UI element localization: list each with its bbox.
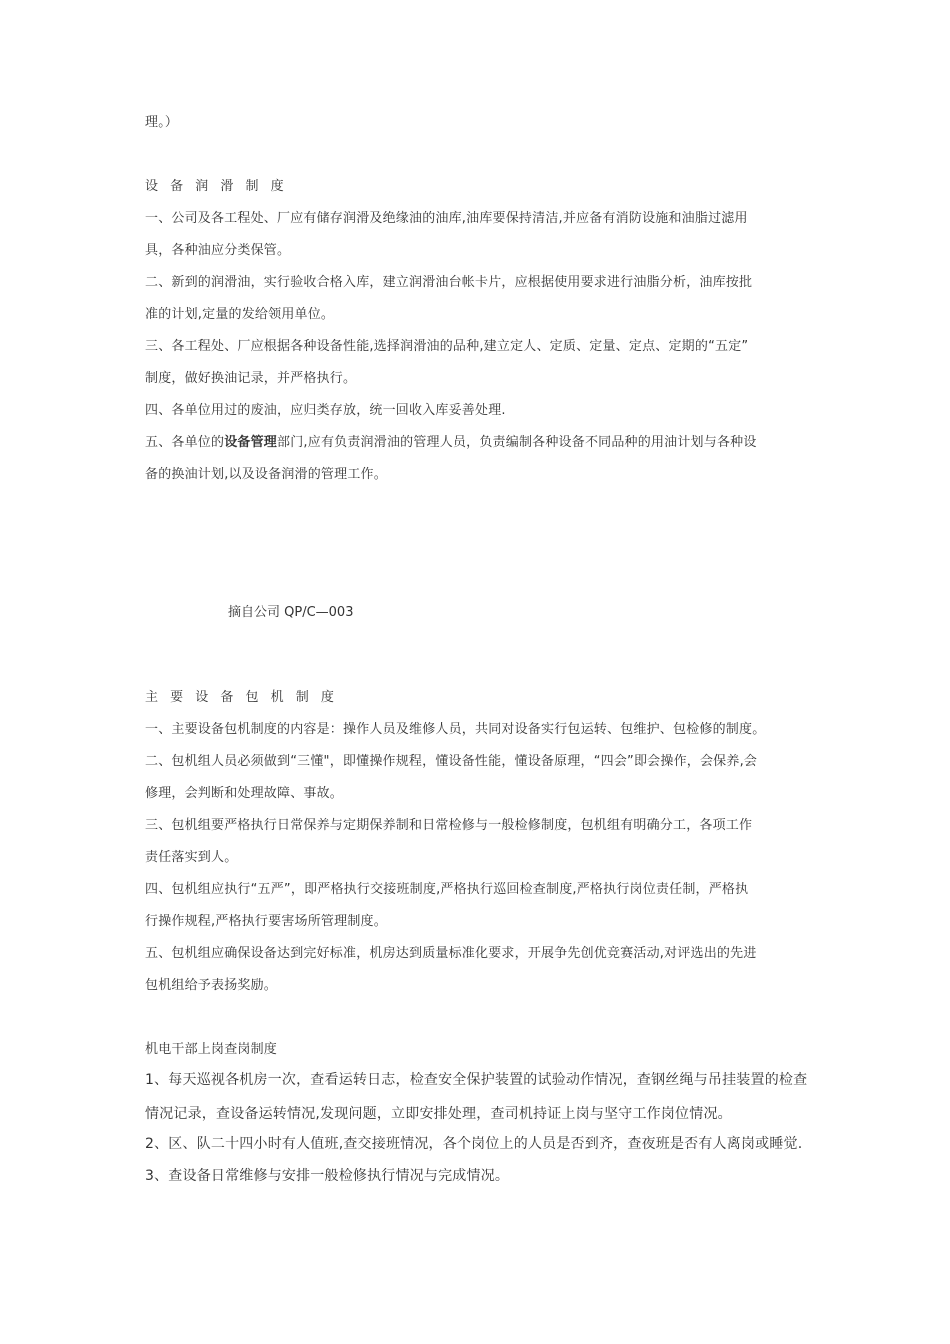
paragraph-line: 三、各工程处、厂应根据各种设备性能,选择润滑油的品种,建立定人、定质、定量、定点、定期的“五定” bbox=[145, 339, 749, 354]
paragraph-line: 责任落实到人。 bbox=[145, 850, 238, 865]
text-segment: 五、各单位的 bbox=[145, 435, 225, 450]
paragraph-line: 包机组给予表扬奖励。 bbox=[145, 978, 278, 993]
paragraph-line: 情况记录，查设备运转情况,发现问题，立即安排处理，查司机持证上岗与坚守工作岗位情况。 bbox=[145, 1106, 732, 1122]
section-title-inspection: 机电干部上岗查岗制度 bbox=[145, 1042, 278, 1057]
text-segment: 部门,应有负责润滑油的管理人员，负责编制各种设备不同品种的用油计划与各种设 bbox=[277, 435, 757, 450]
paragraph-line: 四、各单位用过的废油，应归类存放，统一回收入库妥善处理. bbox=[145, 403, 506, 418]
paragraph-line: 二、新到的润滑油，实行验收合格入库，建立润滑油台帐卡片，应根据使用要求进行油脂分析，油库按批 bbox=[145, 275, 753, 290]
paragraph-line: 3、查设备日常维修与安排一般检修执行情况与完成情况。 bbox=[145, 1168, 510, 1184]
section-title-contract: 主 要 设 备 包 机 制 度 bbox=[145, 690, 338, 705]
paragraph-line: 五、包机组应确保设备达到完好标准，机房达到质量标准化要求，开展争先创优竞赛活动,对评选出的先进 bbox=[145, 946, 757, 961]
paragraph-line: 具，各种油应分类保管。 bbox=[145, 243, 291, 258]
paragraph-line bbox=[145, 434, 757, 452]
section-title-lubrication: 设 备 润 滑 制 度 bbox=[145, 179, 288, 194]
paragraph-line: 修理，会判断和处理故障、事故。 bbox=[145, 786, 344, 801]
paragraph-line: 一、公司及各工程处、厂应有储存润滑及绝缘油的油库,油库要保持清洁,并应备有消防设施和油脂过滤用 bbox=[145, 211, 748, 226]
bold-term: 设备管理 bbox=[224, 435, 278, 450]
text-fragment: 理。） bbox=[145, 115, 179, 130]
paragraph-line: 一、主要设备包机制度的内容是：操作人员及维修人员，共同对设备实行包运转、包维护、包检修的制度。 bbox=[145, 722, 766, 737]
paragraph-line: 制度，做好换油记录，并严格执行。 bbox=[145, 371, 357, 386]
paragraph-line: 2、区、队二十四小时有人值班,查交接班情况，各个岗位上的人员是否到齐，查夜班是否有人离岗或睡觉. bbox=[145, 1136, 803, 1152]
paragraph-line: 三、包机组要严格执行日常保养与定期保养制和日常检修与一般检修制度，包机组有明确分工，各项工作 bbox=[145, 818, 753, 833]
excerpt-note: 摘自公司 QP/C—003 bbox=[228, 605, 354, 620]
paragraph-line: 四、包机组应执行“五严”，即严格执行交接班制度,严格执行巡回检查制度,严格执行岗位责任制，严格执 bbox=[145, 882, 749, 897]
paragraph-line: 行操作规程,严格执行要害场所管理制度。 bbox=[145, 914, 387, 929]
paragraph-line: 准的计划,定量的发给领用单位。 bbox=[145, 307, 335, 322]
paragraph-line: 二、包机组人员必须做到“三懂"，即懂操作规程，懂设备性能，懂设备原理，“四会”即会操作，会保养,会 bbox=[145, 754, 758, 769]
paragraph-line: 备的换油计划,以及设备润滑的管理工作。 bbox=[145, 467, 387, 482]
paragraph-line: 1、每天巡视各机房一次，查看运转日志，检查安全保护装置的试验动作情况，查钢丝绳与吊挂装置的检查 bbox=[145, 1072, 808, 1088]
